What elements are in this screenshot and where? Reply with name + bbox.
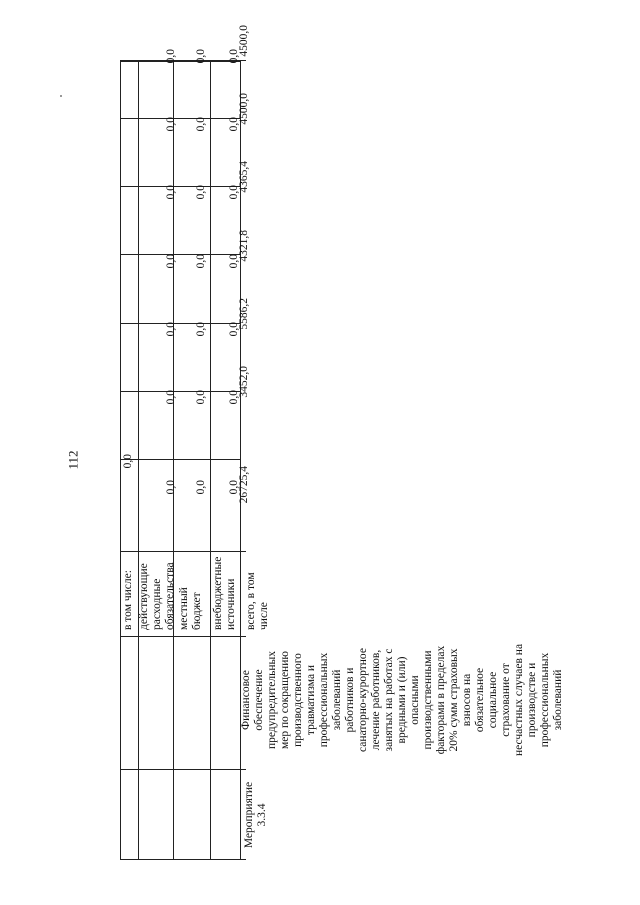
cell-c2-existing: 0,0: [165, 390, 177, 405]
cell-c4-total: 4321,8: [238, 230, 250, 262]
label-total-including: всего, в том числе: [245, 572, 270, 630]
rule-col-6: [121, 118, 240, 119]
event-code: Мероприятие 3.3.4: [243, 781, 268, 849]
cell-c1-total: 26725,4: [238, 466, 250, 504]
cell-c3-total: 5586,2: [238, 298, 250, 330]
rule-col-4: [121, 254, 240, 255]
cell-c4-extra: 0,0: [228, 254, 240, 269]
cell-c7-total: 4500,0: [238, 25, 250, 57]
rule-description: [121, 636, 246, 637]
cell-c5-extra: 0,0: [228, 185, 240, 200]
rule-col-3: [121, 323, 240, 324]
rule-including: [138, 61, 139, 859]
rule-top: [121, 61, 240, 62]
page-number: 112: [66, 450, 81, 470]
cell-c5-existing: 0,0: [165, 185, 177, 200]
rule-col-5: [121, 186, 240, 187]
cell-c3-extra: 0,0: [228, 322, 240, 337]
label-local-budget: местный бюджет: [178, 587, 203, 630]
cell-c1-local: 0,0: [195, 480, 207, 495]
rule-col-2: [121, 391, 240, 392]
cell-c1-existing: 0,0: [165, 480, 177, 495]
cell-c1-including: 0,0: [122, 454, 134, 469]
rule-code: [121, 769, 246, 770]
rule-local: [210, 61, 211, 859]
label-existing-obligations: действующие расходные обязательства: [138, 562, 176, 630]
cell-c7-local: 0,0: [195, 49, 207, 64]
cell-c3-existing: 0,0: [165, 322, 177, 337]
rule-col-1: [121, 459, 240, 460]
cell-c1-extra: 0,0: [228, 480, 240, 495]
cell-c4-local: 0,0: [195, 254, 207, 269]
cell-c6-local: 0,0: [195, 117, 207, 132]
cell-c3-local: 0,0: [195, 322, 207, 337]
cell-c5-local: 0,0: [195, 185, 207, 200]
event-description: Финансовое обеспечение предупредительных мер по сокращению производственного травматизма и профессиональных заболеваний работников и санаторно-курортное лечение работников, занятых на работах с вредными и (или) опасными производственными факторами в пределах 20% сумм страховых взносов на обязательное социальное страхование от несчастных случаев на производстве и профессиональных заболеваний: [240, 643, 564, 757]
scan-speck: [60, 95, 62, 97]
cell-c6-extra: 0,0: [228, 117, 240, 132]
rule-existing: [173, 61, 174, 859]
cell-c4-existing: 0,0: [165, 254, 177, 269]
cell-c7-existing: 0,0: [165, 49, 177, 64]
cell-c2-local: 0,0: [195, 390, 207, 405]
budget-table: [120, 60, 246, 860]
cell-c2-extra: 0,0: [228, 390, 240, 405]
cell-c6-existing: 0,0: [165, 117, 177, 132]
cell-c5-total: 4365,4: [238, 161, 250, 193]
label-extra-budget: внебюджетные источники: [212, 556, 237, 630]
cell-c7-extra: 0,0: [228, 49, 240, 64]
cell-c2-total: 3452,0: [238, 366, 250, 398]
label-including: в том числе:: [122, 570, 134, 630]
cell-c6-total: 4500,0: [238, 93, 250, 125]
